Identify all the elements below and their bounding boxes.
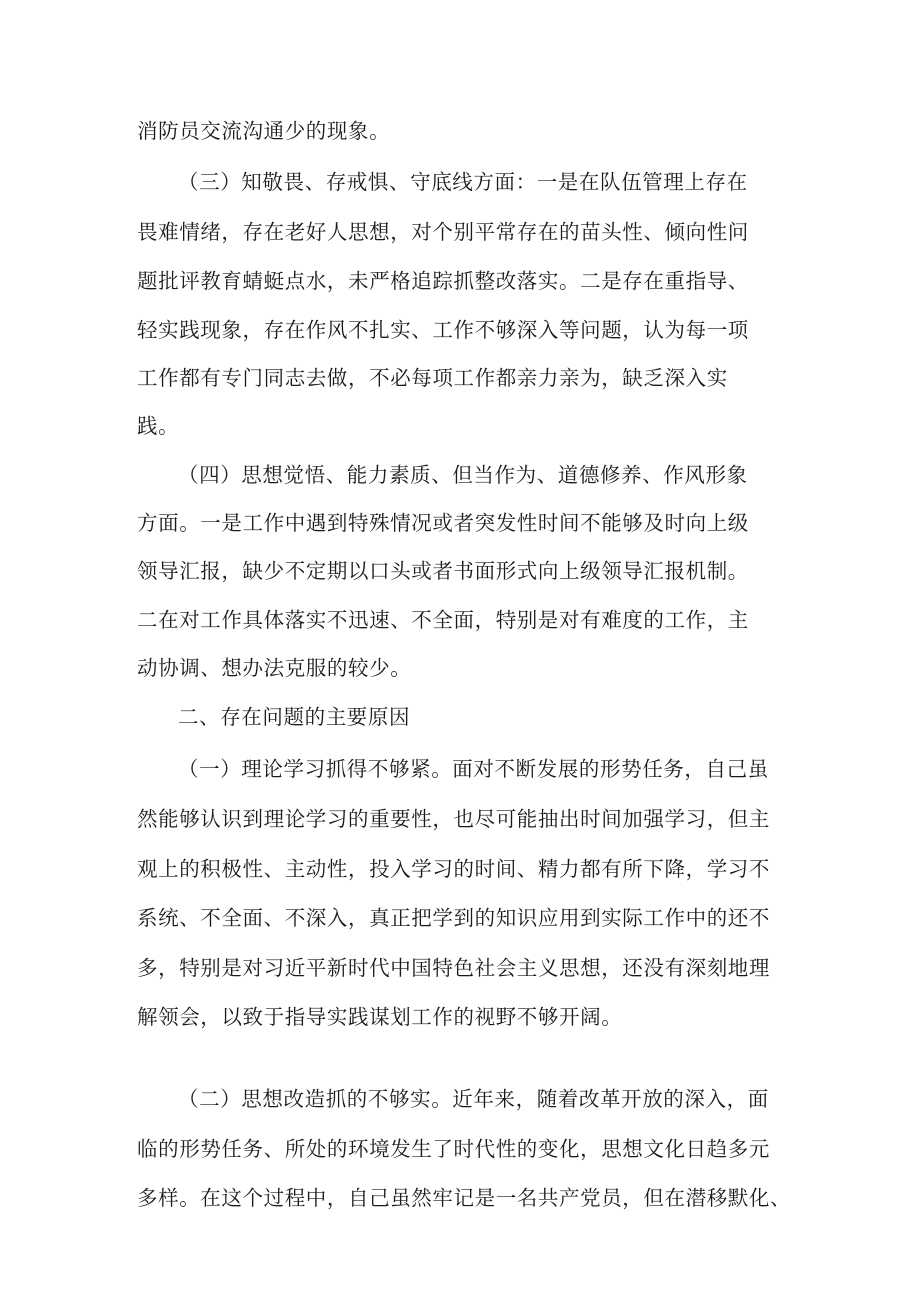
text-line: 践。 bbox=[137, 414, 180, 438]
text-line: 多，特别是对习近平新时代中国特色社会主义思想，还没有深刻地理 bbox=[137, 956, 770, 980]
text-line: 工作都有专门同志去做，不必每项工作都亲力亲为，缺乏深入实 bbox=[137, 366, 728, 390]
text-line: 畏难情绪，存在老好人思想，对个别平常存在的苗头性、倾向性问 bbox=[137, 220, 749, 244]
text-line: 然能够认识到理论学习的重要性，也尽可能抽出时间加强学习，但主 bbox=[137, 807, 770, 831]
text-line: 题批评教育蜻蜓点水，未严格追踪抓整改落实。二是存在重指导、 bbox=[137, 269, 749, 293]
text-line: 观上的积极性、主动性，投入学习的时间、精力都有所下降，学习不 bbox=[137, 857, 770, 881]
text-line: 多样。在这个过程中，自己虽然牢记是一名共产党员，但在潜移默化、 bbox=[137, 1186, 792, 1210]
text-line: 消防员交流沟通少的现象。 bbox=[137, 119, 391, 143]
text-line: 方面。一是工作中遇到特殊情况或者突发性时间不能够及时向上级 bbox=[137, 511, 749, 535]
text-line: 系统、不全面、不深入，真正把学到的知识应用到实际工作中的还不 bbox=[137, 906, 770, 930]
text-line: 轻实践现象，存在作风不扎实、工作不够深入等问题，认为每一项 bbox=[137, 318, 749, 342]
section-heading: 二、存在问题的主要原因 bbox=[178, 705, 411, 729]
text-line: 解领会，以致于指导实践谋划工作的视野不够开阔。 bbox=[137, 1005, 623, 1029]
text-line: 二在对工作具体落实不迅速、不全面，特别是对有难度的工作，主 bbox=[137, 608, 749, 632]
paragraph-heading-line: （四）思想觉悟、能力素质、但当作为、道德修养、作风形象 bbox=[178, 463, 748, 487]
text-line: 领导汇报，缺少不定期以口头或者书面形式向上级领导汇报机制。 bbox=[137, 559, 749, 583]
text-line: 动协调、想办法克服的较少。 bbox=[137, 656, 412, 680]
text-line: 临的形势任务、所处的环境发生了时代性的变化，思想文化日趋多元 bbox=[137, 1137, 770, 1161]
paragraph-heading-line: （二）思想改造抓的不够实。近年来，随着改革开放的深入，面 bbox=[178, 1087, 769, 1111]
paragraph-heading-line: （三）知敬畏、存戒惧、守底线方面：一是在队伍管理上存在 bbox=[178, 170, 748, 194]
paragraph-heading-line: （一）理论学习抓得不够紧。面对不断发展的形势任务，自己虽 bbox=[178, 757, 769, 781]
